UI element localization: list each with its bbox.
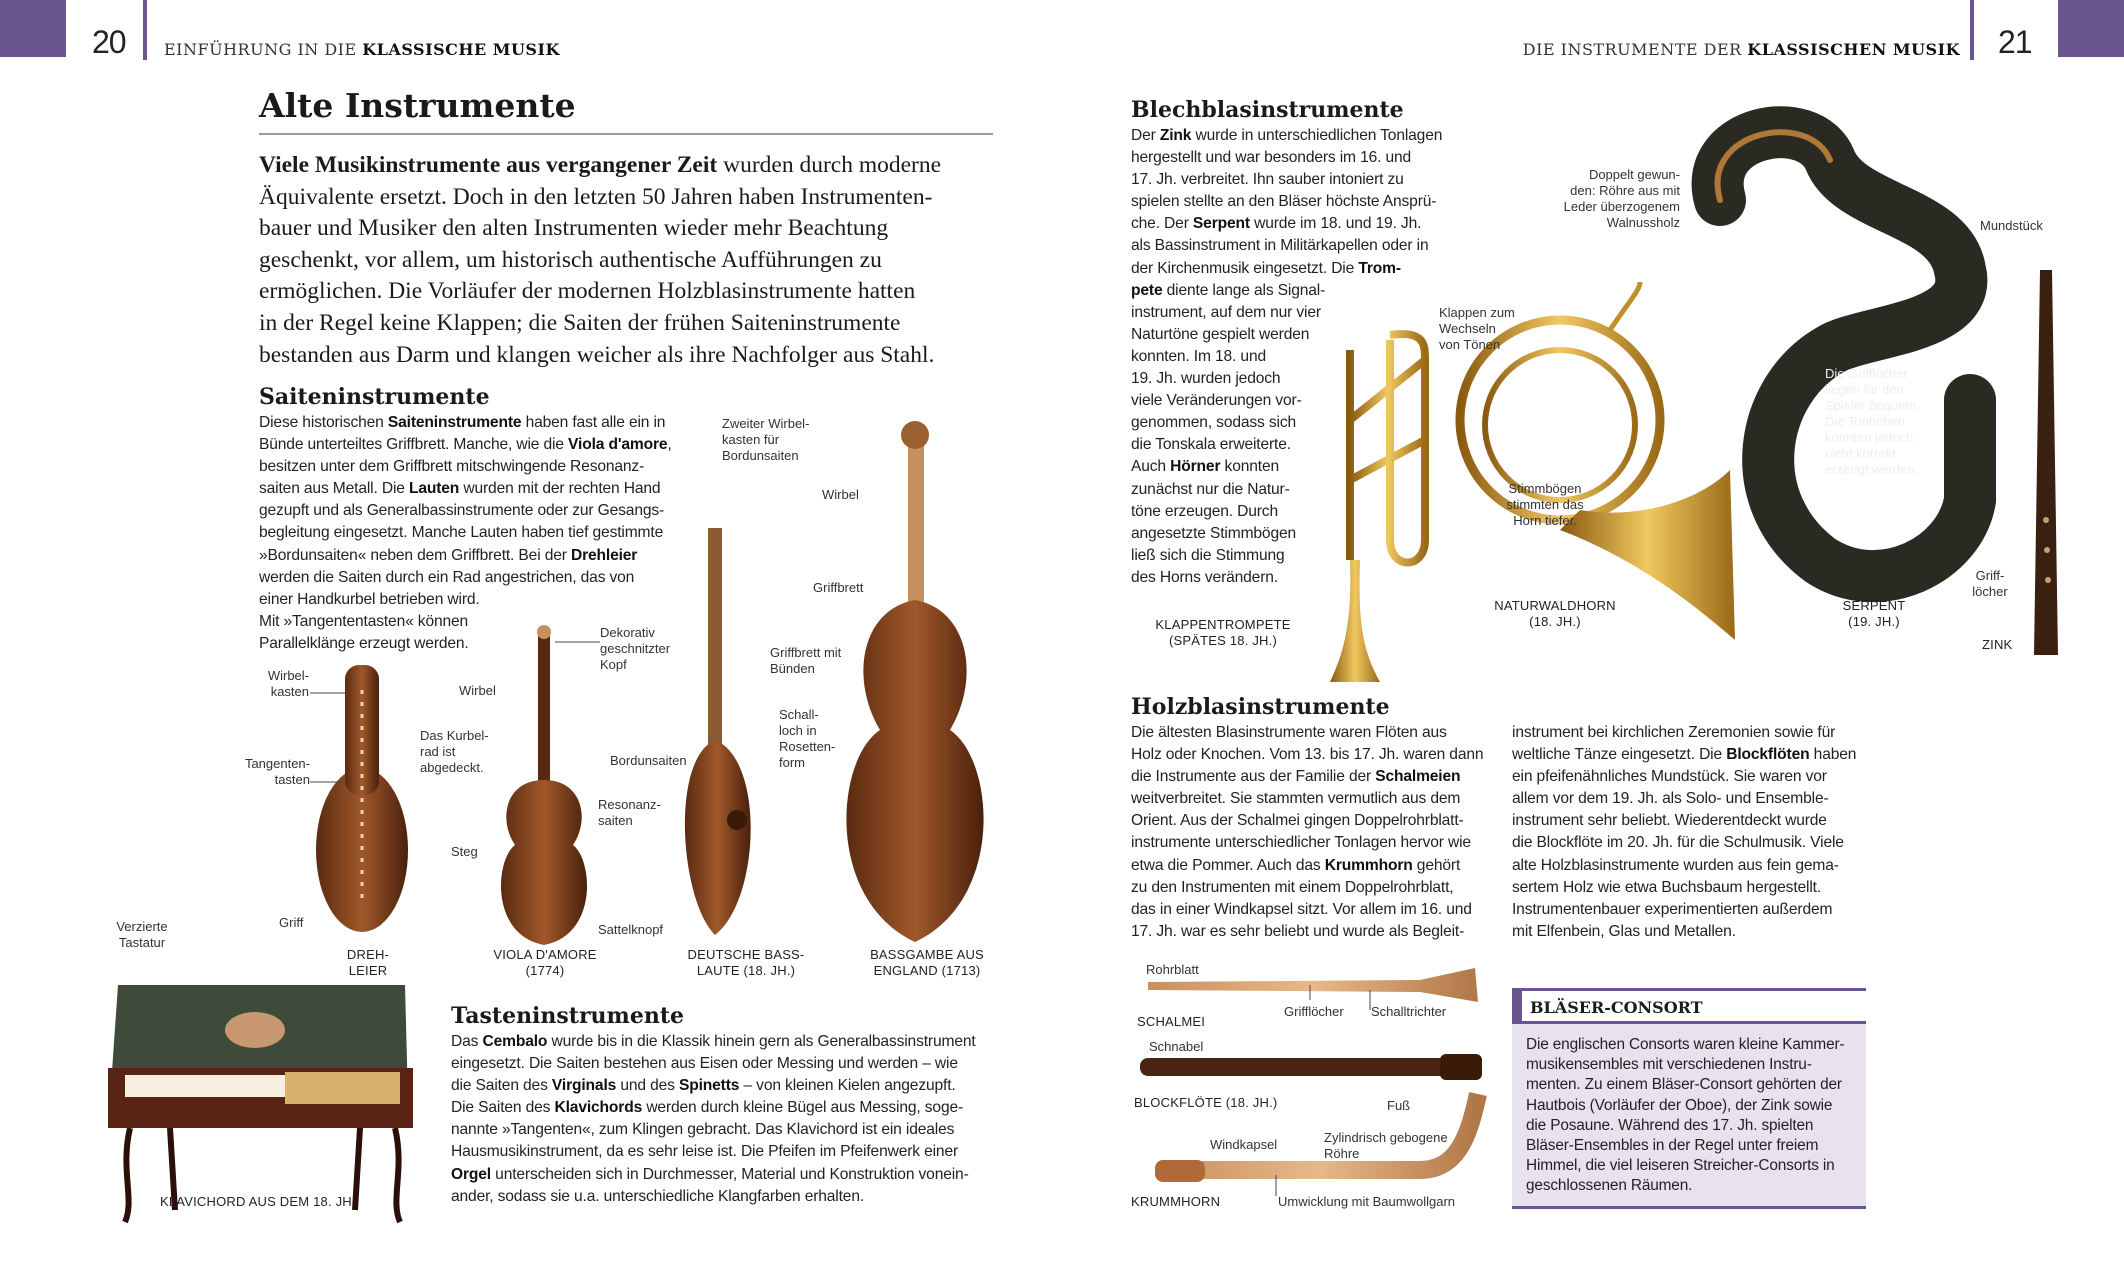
bassgambe-image [846, 421, 983, 942]
label-steg [451, 844, 478, 860]
label-grifflocher [1284, 1004, 1344, 1020]
woodwind-heading: Holzblasinstrumente [1131, 694, 1390, 720]
text-line: instrument, auf dem nur vier [1131, 303, 1321, 321]
text-line: LEIER [348, 963, 388, 978]
text-line: Das Cembalo wurde bis in die Klassik hinein gern als Generalbassinstrument [451, 1033, 976, 1050]
text-line: Griffbrett mit [770, 645, 842, 660]
label-stimmboegen [1506, 481, 1583, 529]
serpent-image [1718, 132, 1970, 576]
consort-body [1526, 1035, 1844, 1197]
running-head-light: DIE INSTRUMENTE DER [1522, 40, 1748, 59]
text-line: saiten [598, 813, 633, 828]
label-schnabel [1149, 1039, 1203, 1055]
keys-heading: Tasteninstrumente [451, 1003, 684, 1029]
label-sattelknopf [598, 922, 663, 938]
text-line: instrument sehr beliebt. Wiederentdeckt wurde [1512, 812, 1827, 830]
strings-body [259, 412, 672, 655]
text-line: Holz oder Knochen. Vom 13. bis 17. Jh. waren dann [1131, 746, 1484, 764]
label-wirbelkasten [268, 668, 309, 700]
text-line: KRUMMHORN [1131, 1194, 1221, 1209]
text-line: ander, sodass sie u.a. unterschiedliche Klangfarben erhalten. [451, 1187, 865, 1205]
text-line: BASSGAMBE AUS [870, 947, 984, 962]
text-line: zunächst nur die Natur- [1131, 480, 1290, 498]
text-line: Instrumentenbauer experimentierten außerdem [1512, 900, 1833, 918]
text-line: löcher [1972, 584, 2008, 599]
text-line: mit Elfenbein, Glas und Metallen. [1512, 922, 1736, 940]
text-line: VIOLA D'AMORE [493, 947, 597, 962]
text-line: Zweiter Wirbel- [722, 416, 810, 431]
text-line: Parallelklänge erzeugt werden. [259, 634, 469, 652]
text-line: Dekorativ [600, 625, 655, 640]
text-line: DREH- [346, 947, 390, 962]
text-line: Bordunsaiten [722, 448, 799, 463]
text-line: gezupft und als Generalbassinstrumente oder zur Gesangs- [259, 502, 665, 520]
caption-drehleier [347, 947, 389, 979]
text-line: rad ist [420, 744, 456, 759]
page-number-left: 20 [92, 24, 126, 60]
label-roehre [1324, 1130, 1448, 1162]
text-line: Hausmusikinstrument, da es sehr leise ist. Die Pfeifen im Pfeifenwerk einer [451, 1143, 959, 1161]
text-line: SCHALMEI [1137, 1014, 1206, 1029]
text-line: abgedeckt. [420, 760, 484, 775]
text-line: Schnabel [1149, 1039, 1204, 1054]
label-grifflocher-zink [1972, 568, 2007, 600]
text-line: die Instrumente aus der Familie der Schalmeien [1131, 768, 1461, 786]
text-line: werden die Saiten durch ein Rad angestrichen, das von [259, 568, 635, 586]
text-line: pete diente lange als Signal- [1131, 281, 1326, 299]
caption-klavichord [160, 1194, 356, 1210]
text-line: Griff- [1975, 568, 2005, 583]
text-line: Wirbel [459, 683, 496, 698]
label-rohrblatt [1146, 962, 1199, 978]
text-line: liegen für den [1825, 382, 1904, 397]
text-line: ließ sich die Stimmung [1131, 546, 1285, 564]
text-line: Rohrblatt [1146, 962, 1199, 977]
label-grifflocher-serpent [1825, 366, 1920, 478]
text-line: 17. Jh. verbreitet. Ihn sauber intoniert zu [1131, 171, 1404, 189]
label-walnussholz [1564, 167, 1680, 231]
text-line: als Bassinstrument in Militärkapellen oder in [1131, 237, 1429, 255]
text-line: (18. JH.) [1529, 614, 1581, 629]
text-line: der Kirchenmusik eingesetzt. Die Trom- [1131, 259, 1401, 277]
text-line: KLAPPENTROMPETE [1155, 617, 1291, 632]
label-windkapsel [1210, 1137, 1277, 1153]
text-line: Äquivalente ersetzt. Doch in den letzten 50 Jahren haben Instrumenten- [259, 183, 933, 210]
text-line: Die Tonhöhen [1825, 414, 1905, 429]
consort-heading-bar [1512, 988, 1866, 1024]
text-line: Orgel unterscheiden sich in Durchmesser, Material und Konstruktion vonein- [451, 1165, 969, 1183]
text-line: Bünde unterteiltes Griffbrett. Manche, wie die Viola d'amore, [259, 436, 672, 454]
text-line: Fuß [1387, 1098, 1411, 1113]
text-line: viele Veränderungen vor- [1131, 392, 1302, 410]
text-line: nicht korrekt [1825, 446, 1896, 461]
label-schalltrichter [1371, 1004, 1446, 1020]
text-line: instrumente unterschiedlicher Tonlagen hervor wie [1131, 834, 1471, 852]
text-line: che. Der Serpent wurde im 18. und 19. Jh. [1131, 215, 1422, 233]
text-line: alte Holzblasinstrumente wurden aus fein gema- [1512, 856, 1839, 874]
label-griffbrett-buende [770, 645, 841, 677]
text-line: (19. JH.) [1848, 614, 1900, 629]
running-head-light: EINFÜHRUNG IN DIE [164, 40, 363, 59]
caption-viola [493, 947, 596, 979]
text-line: die Tonskala erweiterte. [1131, 436, 1291, 454]
text-line: KLAVICHORD AUS DEM 18. JH. [160, 1194, 356, 1209]
text-line: die Posaune. Während des 17. Jh. spielten [1526, 1116, 1814, 1134]
text-line: Bünden [770, 661, 815, 676]
page-title: Alte Instrumente [259, 86, 576, 125]
title-rule [259, 133, 993, 135]
text-line: »Bordunsaiten« neben dem Griffbrett. Bei der Drehleier [259, 546, 638, 564]
text-line: LAUTE (18. JH.) [696, 963, 796, 978]
keys-body [451, 1031, 976, 1208]
text-line: des Horns verändern. [1131, 568, 1278, 586]
label-wirbel-viola [459, 683, 496, 699]
text-line: musikensembles mit verschiedenen Instru- [1526, 1056, 1812, 1074]
text-line: konnten jedoch [1825, 430, 1914, 445]
text-line: (SPÄTES 18. JH.) [1169, 633, 1277, 648]
deutsche-basslaute-image [685, 528, 751, 935]
text-line: Viele Musikinstrumente aus vergangener Zeit wurden durch moderne [259, 152, 942, 178]
text-line: Leder überzogenem [1563, 199, 1680, 214]
text-line: Mundstück [1980, 218, 2043, 233]
text-line: 19. Jh. wurden jedoch [1131, 370, 1281, 388]
text-line: Umwicklung mit Baumwollgarn [1278, 1194, 1455, 1209]
text-line: Röhre [1324, 1146, 1360, 1161]
label-umwicklung [1278, 1194, 1455, 1210]
caption-serpent [1843, 598, 1906, 630]
label-wirbel-gambe [822, 487, 859, 503]
text-line: menten. Zu einem Bläser-Consort gehörten der [1526, 1076, 1842, 1094]
brass-body [1131, 125, 1442, 589]
text-line: Stimmbögen [1508, 481, 1582, 496]
text-line: geschenkt, vor allem, um historisch authentische Aufführungen zu [259, 246, 882, 273]
text-line: Schalltrichter [1371, 1004, 1447, 1019]
text-line: zu den Instrumenten mit einem Doppelrohrblatt, [1131, 878, 1454, 896]
running-head-bold: KLASSISCHEN MUSIK [1747, 40, 1960, 59]
label-schallloch [779, 707, 835, 771]
text-line: Kopf [600, 657, 627, 672]
text-line: Himmel, die viel leiseren Streicher-Consorts in [1526, 1157, 1835, 1175]
text-line: Tastatur [118, 935, 166, 950]
caption-blockfloete [1134, 1095, 1277, 1111]
text-line: Resonanz- [598, 797, 661, 812]
text-line: ein pfeifenähnliches Mundstück. Sie waren vor [1512, 768, 1827, 786]
text-line: loch in [779, 723, 817, 738]
text-line: Horn tiefer. [1513, 513, 1577, 528]
label-mundstueck [1980, 218, 2043, 234]
text-line: Spieler bequem. [1825, 398, 1920, 413]
label-bordunsaiten [610, 753, 687, 769]
label-resonanzsaiten [598, 797, 661, 829]
text-line: in der Regel keine Klappen; die Saiten der frühen Saiteninstrumente [259, 309, 901, 336]
caption-zink [1982, 637, 2012, 653]
text-line: Mit »Tangententasten« können [259, 612, 469, 630]
text-line: Der Zink wurde in unterschiedlichen Tonlagen [1131, 127, 1443, 144]
text-line: Steg [451, 844, 478, 859]
text-line: form [779, 755, 805, 770]
text-line: etwa die Pommer. Auch das Krummhorn gehört [1131, 856, 1461, 874]
text-line: besitzen unter dem Griffbrett mitschwingende Resonanz- [259, 458, 645, 476]
text-line: das in einer Windkapsel sitzt. Vor allem im 16. und [1131, 900, 1472, 918]
label-fuss [1387, 1098, 1410, 1114]
text-line: BLOCKFLÖTE (18. JH.) [1134, 1095, 1278, 1110]
consort-box [1512, 988, 1866, 1209]
caption-horn [1494, 598, 1616, 630]
text-line: Grifflöcher [1284, 1004, 1344, 1019]
text-line: Auch Hörner konnten [1131, 458, 1279, 476]
text-line: Windkapsel [1210, 1137, 1278, 1152]
text-line: den: Röhre aus mit [1570, 183, 1680, 198]
label-kurbelrad [420, 728, 489, 776]
text-line: bauer und Musiker den alten Instrumenten wieder mehr Beachtung [259, 215, 889, 242]
text-line: begleitung eingesetzt. Manche Lauten haben tief gestimmte [259, 524, 664, 542]
text-line: SERPENT [1842, 598, 1906, 613]
text-line: bestanden aus Darm und klangen weicher als ihre Nachfolger aus Stahl. [259, 341, 935, 368]
text-line: Rosetten- [779, 739, 836, 754]
text-line: die Saiten des Virginals und des Spinetts – von kleinen Kielen angezupft. [451, 1077, 956, 1095]
caption-schalmei [1137, 1014, 1205, 1030]
text-line: Griffbrett [813, 580, 864, 595]
text-line: Griff [279, 915, 304, 930]
text-line: spielen stellte an den Bläser höchste Ansprü- [1131, 193, 1437, 211]
label-griff [279, 915, 303, 931]
text-line: weitverbreitet. Sie stammten vermutlich aus dem [1131, 790, 1461, 808]
text-line: Das Kurbel- [420, 728, 489, 743]
text-line: Bordunsaiten [610, 753, 687, 768]
text-line: Die Saiten des Klavichords werden durch kleine Bügel aus Messing, soge- [451, 1099, 964, 1117]
label-klappen [1439, 305, 1515, 353]
label-kopf [600, 625, 670, 673]
text-line: ermöglichen. Die Vorläufer der modernen Holzblasinstrumente hatten [259, 278, 916, 305]
text-line: konnten. Im 18. und [1131, 347, 1266, 365]
text-line: Orient. Aus der Schalmei gingen Doppelrohrblatt- [1131, 812, 1464, 830]
page-number-right: 21 [1998, 24, 2032, 60]
strings-heading: Saiteninstrumente [259, 384, 490, 410]
text-line: ZINK [1982, 637, 2013, 652]
text-line: Die englischen Consorts waren kleine Kammer- [1526, 1036, 1845, 1053]
text-line: einer Handkurbel betrieben wird. [259, 590, 480, 608]
text-line: Tangenten- [244, 756, 310, 771]
intro-paragraph [259, 150, 941, 371]
text-line: sertem Holz wie etwa Buchsbaum hergestellt. [1512, 878, 1822, 896]
text-line: saiten aus Metall. Die Lauten wurden mit der rechten Hand [259, 480, 661, 498]
text-line: Wirbel [822, 487, 859, 502]
text-line: Sattelknopf [598, 922, 664, 937]
caption-laute [688, 947, 805, 979]
text-line: Diese historischen Saiteninstrumente haben fast alle ein in [259, 414, 666, 431]
caption-trompete [1155, 617, 1290, 649]
text-line: allem vor dem 19. Jh. als Solo- und Ensemble- [1512, 790, 1829, 808]
text-line: Klappen zum [1439, 305, 1515, 320]
zink-image [2034, 270, 2058, 655]
text-line: nannte »Tangenten«, zum Klingen gebracht. Das Klavichord ist ein ideales [451, 1121, 955, 1139]
brass-heading: Blechblasinstrumente [1131, 97, 1404, 123]
text-line: Walnussholz [1606, 215, 1680, 230]
text-line: ENGLAND (1713) [873, 963, 981, 978]
text-line: tasten [274, 772, 310, 787]
label-zweiter-wirbelkasten [722, 416, 809, 464]
text-line: erzeugt werden. [1825, 462, 1919, 477]
text-line: (1774) [525, 963, 565, 978]
text-line: Schall- [779, 707, 819, 722]
label-tangententasten [245, 756, 310, 788]
text-line: Naturtöne gespielt werden [1131, 325, 1310, 343]
caption-krummhorn [1131, 1194, 1220, 1210]
text-line: angesetzte Stimmbögen [1131, 524, 1297, 542]
text-line: Hautbois (Vorläufer der Oboe), der Zink sowie [1526, 1096, 1833, 1114]
klavichord-image [108, 985, 413, 1222]
text-line: von Tönen [1439, 337, 1501, 352]
text-line: Wirbel- [267, 668, 309, 683]
viola-damore-image [501, 625, 587, 945]
text-line: kasten für [722, 432, 780, 447]
text-line: Die ältesten Blasinstrumente waren Flöten aus [1131, 724, 1447, 741]
text-line: Doppelt gewun- [1588, 167, 1680, 182]
text-line: töne erzeugen. Durch [1131, 502, 1278, 520]
text-line: weltliche Tänze eingesetzt. Die Blockflöten haben [1512, 746, 1857, 764]
label-griffbrett [813, 580, 863, 596]
text-line: 17. Jh. war es sehr beliebt und wurde als Begleit- [1131, 922, 1465, 940]
text-line: DEUTSCHE BASS- [687, 947, 805, 962]
text-line: Wechseln [1439, 321, 1496, 336]
drehleier-image [316, 665, 408, 932]
woodwind-body-col1 [1131, 722, 1483, 943]
text-line: hergestellt und war besonders im 16. und [1131, 149, 1412, 167]
text-line: Verzierte [116, 919, 168, 934]
text-line: kasten [270, 684, 309, 699]
text-line: NATURWALDHORN [1494, 598, 1616, 613]
text-line: genommen, sodass sich [1131, 414, 1297, 432]
text-line: Bläser-Ensembles in der Regel unter freiem [1526, 1137, 1819, 1155]
text-line: eingesetzt. Die Saiten bestehen aus Eisen oder Messing und werden – wie [451, 1055, 958, 1073]
text-line: geschnitzter [600, 641, 671, 656]
consort-heading: BLÄSER-CONSORT [1530, 998, 1703, 1017]
running-head-bold: KLASSISCHE MUSIK [362, 40, 560, 59]
label-tastatur [116, 919, 167, 951]
text-line: Zylindrisch gebogene [1324, 1130, 1448, 1145]
woodwind-body-col2 [1512, 722, 1856, 943]
blockfloete-image [1140, 1054, 1482, 1080]
text-line: Die Grifflöcher [1825, 366, 1908, 381]
text-line: stimmten das [1506, 497, 1584, 512]
text-line: geschlossenen Räumen. [1526, 1177, 1693, 1195]
text-line: die Blockflöte im 20. Jh. für die Schulmusik. Viele [1512, 834, 1844, 852]
caption-gambe [870, 947, 984, 979]
text-line: instrument bei kirchlichen Zeremonien sowie für [1512, 724, 1836, 741]
